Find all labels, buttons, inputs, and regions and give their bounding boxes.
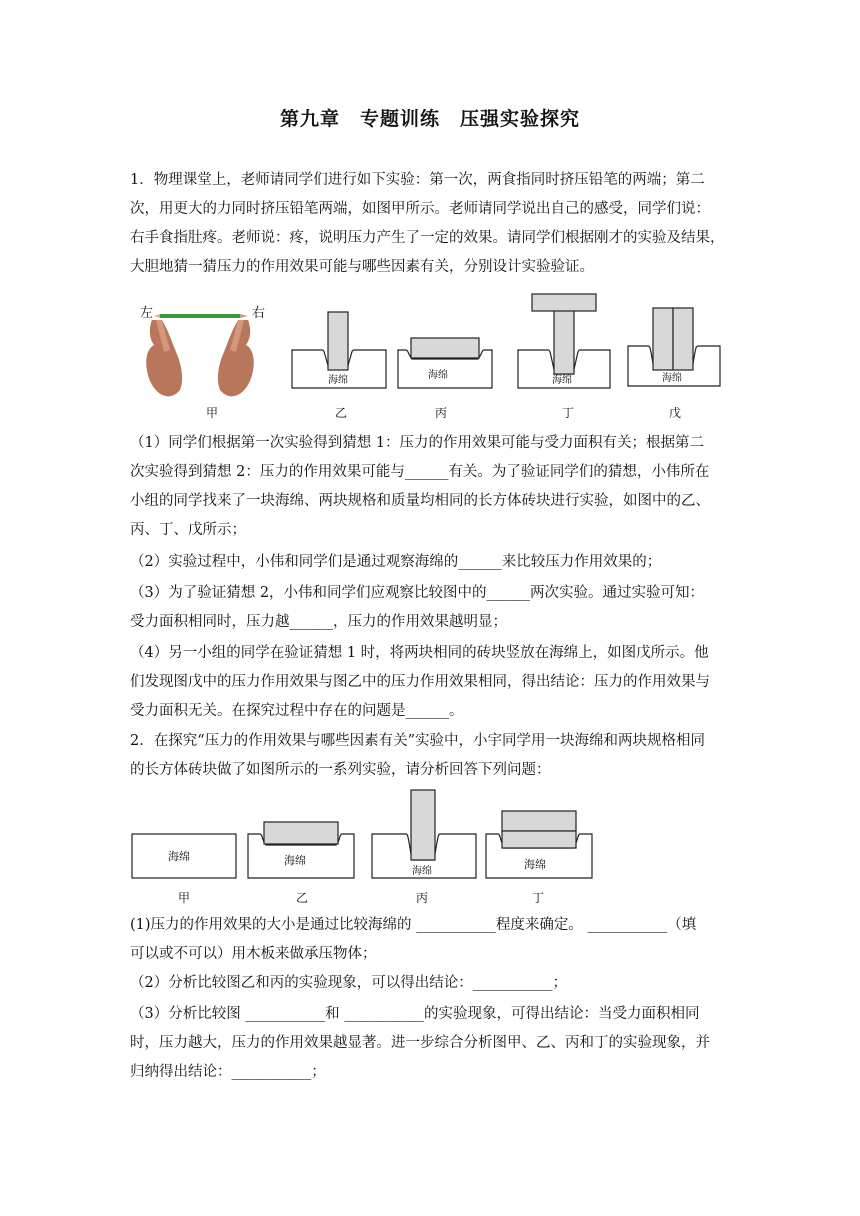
right-label: 右 xyxy=(252,306,266,321)
text-line: 的长方体砖块做了如图所示的一系列实验，请分析回答下列问题： xyxy=(130,762,551,778)
sponge-label: 海绵 xyxy=(662,373,682,384)
text-line: 受力面积无关。在探究过程中存在的问题是______。 xyxy=(130,703,464,719)
caption-jia: 甲 xyxy=(206,406,219,420)
sponge-label: 海绵 xyxy=(284,854,306,867)
caption-jia: 甲 xyxy=(178,891,191,905)
text-line: 们发现图戊中的压力作用效果与图乙中的压力作用效果相同，得出结论：压力的作用效果与 xyxy=(130,674,710,690)
text-line: (1)压力的作用效果的大小是通过比较海绵的 ___________程度来确定。 ___________（填 xyxy=(130,917,697,933)
text-line: 归纳得出结论：___________； xyxy=(130,1064,326,1080)
sponge-label: 海绵 xyxy=(428,370,448,381)
caption-ding: 丁 xyxy=(562,406,575,420)
text-line: 右手食指肚疼。老师说：疼，说明压力产生了一定的效果。请同学们根据刚才的实验及结果， xyxy=(130,230,725,246)
sponge-flat-brick xyxy=(248,822,354,878)
text-line: 1．物理课堂上，老师请同学们进行如下实验：第一次，两食指同时挤压铅笔的两端；第二 xyxy=(130,172,705,188)
sponge-stacked-bricks xyxy=(486,811,592,878)
text-line: （2）实验过程中，小伟和同学们是通过观察海绵的______来比较压力作用效果的； xyxy=(130,554,662,570)
caption-bing: 丙 xyxy=(435,406,448,420)
text-line: 次，用更大的力同时挤压铅笔两端，如图甲所示。老师请同学说出自己的感受，同学们说： xyxy=(130,201,710,217)
sponge-flat-brick xyxy=(398,338,492,388)
text-line: 大胆地猜一猜压力的作用效果可能与哪些因素有关，分别设计实验验证。 xyxy=(130,259,594,275)
caption-yi: 乙 xyxy=(335,406,348,420)
page-title: 第九章 专题训练 压强实验探究 xyxy=(279,108,580,130)
pencil xyxy=(160,314,240,318)
caption-bing: 丙 xyxy=(416,891,429,905)
sponge-upright-brick xyxy=(372,790,476,878)
sponge-label: 海绵 xyxy=(412,866,432,877)
text-line: （2）分析比较图乙和丙的实验现象，可以得出结论：___________； xyxy=(130,975,567,991)
text-line: 受力面积相同时，压力越______，压力的作用效果越明显； xyxy=(130,614,507,630)
text-line: 小组的同学找来了一块海绵、两块规格和质量均相同的长方体砖块进行实验，如图中的乙、 xyxy=(130,493,710,509)
caption-wu: 戊 xyxy=(669,406,682,420)
text-line: 次实验得到猜想 2：压力的作用效果可能与______有关。为了验证同学们的猜想，小伟所在 xyxy=(130,464,710,480)
hands-pencil-illustration xyxy=(140,306,265,396)
caption-yi: 乙 xyxy=(296,891,309,905)
sponge-label: 海绵 xyxy=(552,375,572,386)
text-line: 丙、丁、戊所示； xyxy=(130,522,246,538)
sponge-two-upright-bricks xyxy=(628,308,720,386)
text-line: （3）分析比较图 ___________和 ___________的实验现象，可得出结论：当受力面积相同 xyxy=(130,1006,700,1022)
sponge-label: 海绵 xyxy=(524,858,546,871)
question-2-figure xyxy=(130,786,610,910)
left-label: 左 xyxy=(140,306,154,321)
sponge-t-bricks xyxy=(518,294,610,388)
sponge-label: 海绵 xyxy=(328,375,348,386)
text-line: （1）同学们根据第一次实验得到猜想 1：压力的作用效果可能与受力面积有关；根据第二 xyxy=(130,435,705,451)
question-1-figure xyxy=(130,290,740,425)
sponge-plain xyxy=(132,834,236,878)
sponge-upright-brick xyxy=(292,312,386,388)
sponge-label: 海绵 xyxy=(168,850,190,863)
caption-ding: 丁 xyxy=(532,891,545,905)
text-line: （3）为了验证猜想 2，小伟和同学们应观察比较图中的______两次实验。通过实验可知： xyxy=(130,585,705,601)
text-line: （4）另一小组的同学在验证猜想 1 时，将两块相同的砖块竖放在海绵上，如图戊所示。他 xyxy=(130,645,709,661)
text-line: 可以或不可以）用木板来做承压物体； xyxy=(130,946,377,962)
text-line: 时，压力越大，压力的作用效果越显著。进一步综合分析图甲、乙、丙和丁的实验现象，并 xyxy=(130,1035,710,1051)
text-line: 2．在探究“压力的作用效果与哪些因素有关”实验中，小宇同学用一块海绵和两块规格相同 xyxy=(130,733,706,749)
